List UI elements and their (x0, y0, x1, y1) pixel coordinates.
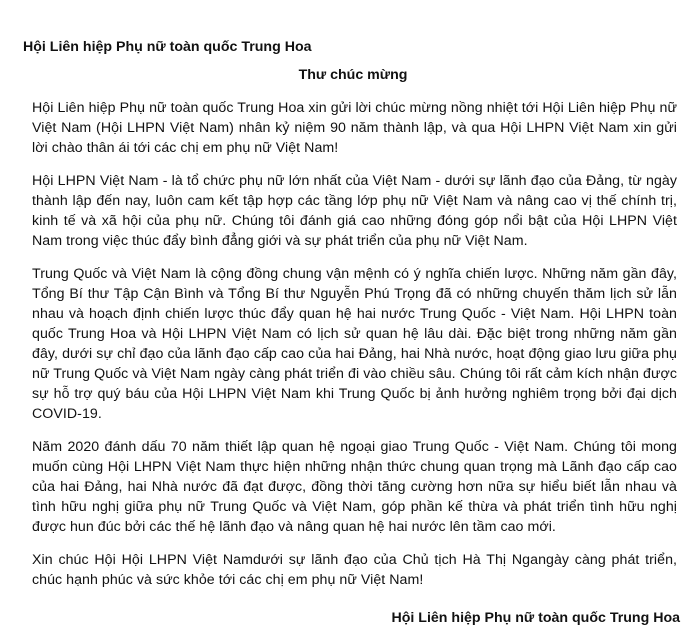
paragraph-closing-wish: Xin chúc Hội Hội LHPN Việt Namdưới sự lãnh đạo của Chủ tịch Hà Thị Ngangày càng phát triển, chúc hạnh phúc và sức khỏe tới các chị em phụ nữ Việt Nam! (32, 552, 677, 588)
paragraph-relations: Trung Quốc và Việt Nam là cộng đồng chung vận mệnh có ý nghĩa chiến lược. Những năm gần đây, Tổng Bí thư Tập Cận Bình và Tổng Bí thư Nguyễn Phú Trọng đã có những chuyến thăm lịch sử lẫn nhau và hoạch định chiến lược thúc đẩy quan hệ hai nước Trung Quốc - Việt Nam. Hội LHPN toàn quốc Trung Hoa và Hội LHPN Việt Nam có lịch sử quan hệ lâu dài. Đặc biệt trong những năm gần đây, dưới sự chỉ đạo của lãnh đạo cấp cao của hai Đảng, hai Nhà nước, hoạt động giao lưu giữa phụ nữ Trung Quốc và Việt Nam ngày càng phát triển đi vào chiều sâu. Chúng tôi rất cảm kích nhận được sự hỗ trợ quý báu của Hội LHPN Việt Nam khi Trung Quốc bị ảnh hưởng nghiêm trọng bởi đại dịch COVID-19. (32, 266, 677, 422)
signature: Hội Liên hiệp Phụ nữ toàn quốc Trung Hoa (391, 610, 680, 626)
letter-title: Thư chúc mừng (298, 67, 408, 83)
letter-body (32, 98, 677, 603)
paragraph-about-vwu: Hội LHPN Việt Nam - là tổ chức phụ nữ lớn nhất của Việt Nam - dưới sự lãnh đạo của Đảng, từ ngày thành lập đến nay, luôn cam kết tập hợp các tầng lớp phụ nữ Việt Nam và nâng cao vị thế chính trị, kinh tế và xã hội của phụ nữ. Chúng tôi đánh giá cao những đóng góp nổi bật của Hội LHPN Việt Nam trong việc thúc đẩy bình đẳng giới và sự phát triển của phụ nữ Việt Nam. (32, 173, 677, 249)
paragraph-anniversary: Năm 2020 đánh dấu 70 năm thiết lập quan hệ ngoại giao Trung Quốc - Việt Nam. Chúng tôi mong muốn cùng Hội LHPN Việt Nam thực hiện những nhận thức chung quan trọng mà Lãnh đạo cấp cao của hai Đảng, hai Nhà nước đã đạt được, đồng thời tăng cường hơn nữa sự hiểu biết lẫn nhau và tình hữu nghị giữa phụ nữ Trung Quốc và Việt Nam, góp phần kế thừa và phát triển tình hữu nghị được hun đúc bởi các thế hệ lãnh đạo và nâng quan hệ hai nước lên tầm cao mới. (32, 439, 677, 535)
paragraph-greeting: Hội Liên hiệp Phụ nữ toàn quốc Trung Hoa xin gửi lời chúc mừng nồng nhiệt tới Hội Liên hiệp Phụ nữ Việt Nam (Hội LHPN Việt Nam) nhân kỷ niệm 90 năm thành lập, và qua Hội LHPN Việt Nam xin gửi lời chào thân ái tới các chị em phụ nữ Việt Nam! (32, 100, 677, 156)
sender-header: Hội Liên hiệp Phụ nữ toàn quốc Trung Hoa (23, 39, 312, 55)
